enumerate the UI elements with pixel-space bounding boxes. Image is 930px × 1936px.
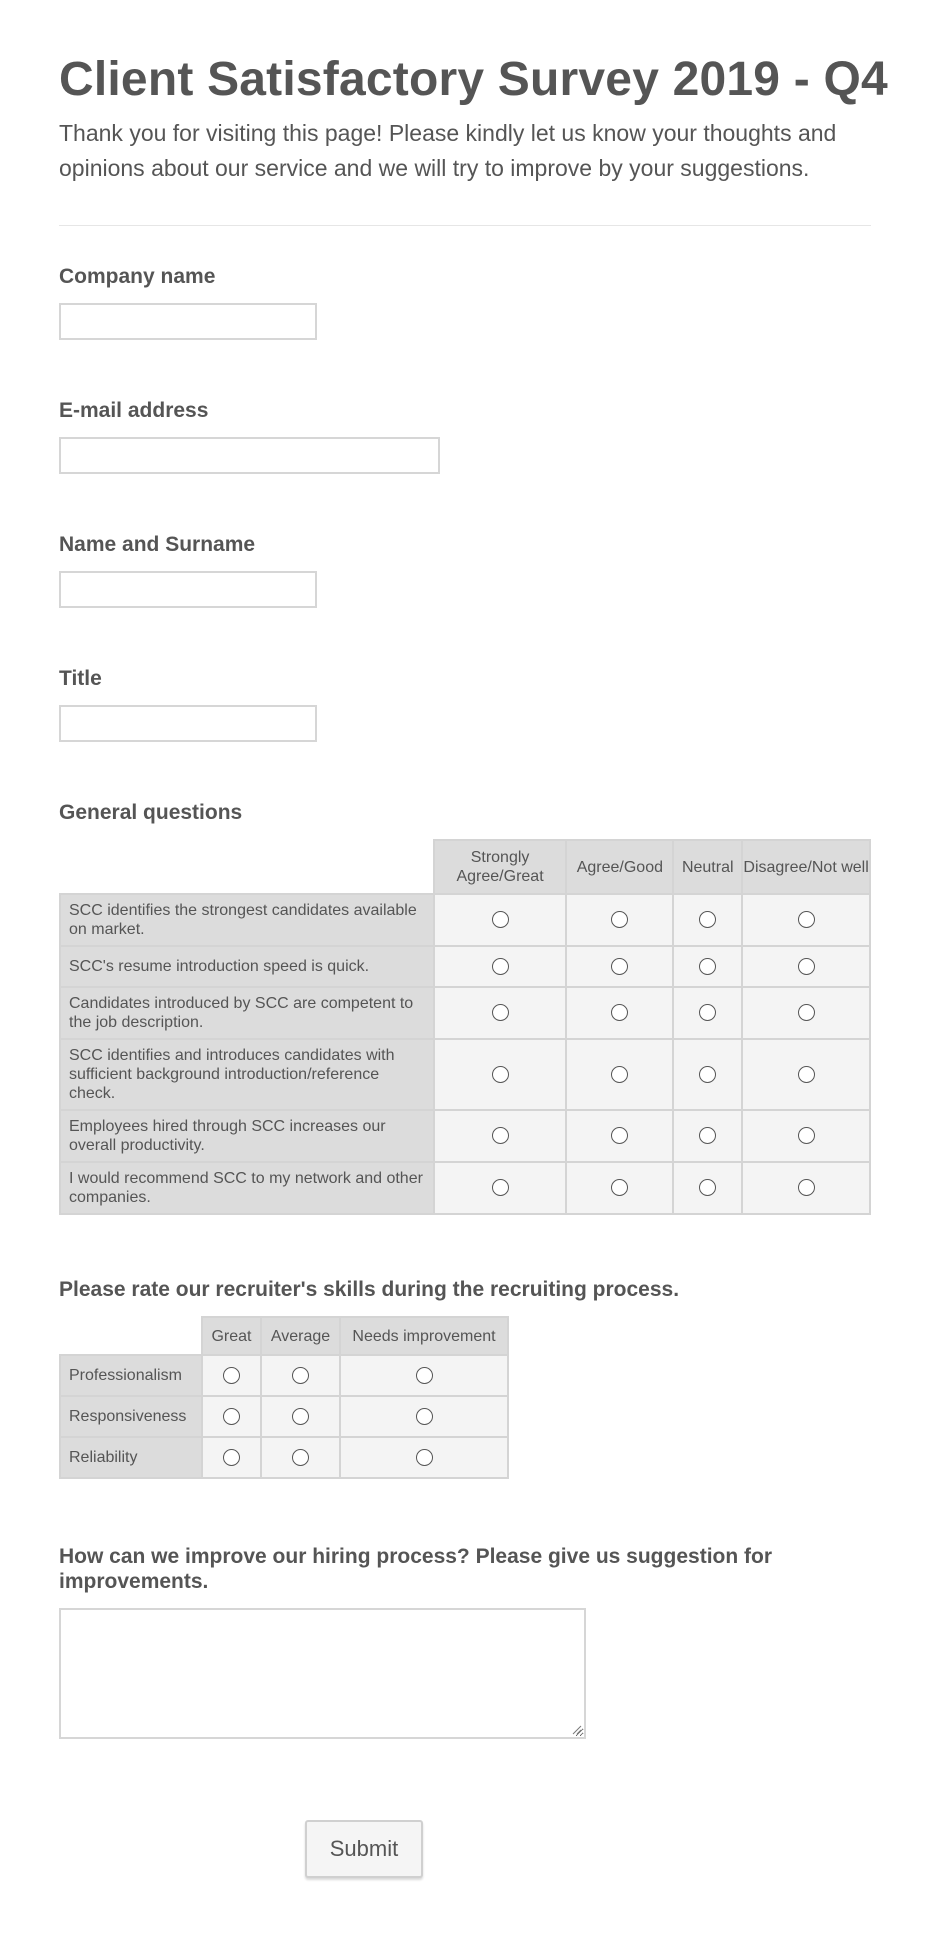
radio-button[interactable]	[699, 958, 716, 975]
radio-button[interactable]	[223, 1408, 240, 1425]
row-label-recommend: I would recommend SCC to my network and other companies.	[60, 1162, 434, 1214]
page-title: Client Satisfactory Survey 2019 - Q4	[59, 53, 888, 106]
radio-button[interactable]	[611, 958, 628, 975]
radio-button[interactable]	[492, 1127, 509, 1144]
column-great: Great	[202, 1317, 261, 1355]
column-strongly-agree: Strongly Agree/Great	[434, 840, 567, 894]
radio-button[interactable]	[798, 911, 815, 928]
table-row	[60, 1039, 870, 1110]
radio-button[interactable]	[798, 1179, 815, 1196]
table-row	[60, 1355, 508, 1396]
suggestions-textarea[interactable]	[59, 1608, 586, 1739]
radio-button[interactable]	[416, 1449, 433, 1466]
column-neutral: Neutral	[673, 840, 742, 894]
radio-button[interactable]	[611, 911, 628, 928]
general-questions-label: General questions	[59, 801, 243, 824]
radio-button[interactable]	[223, 1449, 240, 1466]
title-label: Title	[59, 667, 102, 690]
radio-button[interactable]	[798, 1127, 815, 1144]
radio-button[interactable]	[611, 1127, 628, 1144]
radio-button[interactable]	[492, 1004, 509, 1021]
general-questions-matrix	[59, 839, 871, 1215]
recruiter-skills-label: Please rate our recruiter's skills during the recruiting process.	[59, 1278, 680, 1301]
radio-button[interactable]	[292, 1408, 309, 1425]
radio-button[interactable]	[699, 1066, 716, 1083]
suggestions-label: How can we improve our hiring process? Please give us suggestion for improvements.	[59, 1545, 773, 1593]
radio-button[interactable]	[798, 1066, 815, 1083]
row-label-strongest-candidates: SCC identifies the strongest candidates available on market.	[60, 894, 434, 946]
row-label-reliability: Reliability	[60, 1437, 202, 1478]
radio-button[interactable]	[492, 1066, 509, 1083]
matrix-corner	[60, 1317, 202, 1355]
row-label-professionalism: Professionalism	[60, 1355, 202, 1396]
radio-button[interactable]	[699, 1127, 716, 1144]
table-row	[60, 1396, 508, 1437]
header-divider	[59, 225, 871, 226]
table-row	[60, 1437, 508, 1478]
radio-button[interactable]	[292, 1449, 309, 1466]
resize-grip-icon[interactable]	[572, 1725, 582, 1735]
table-row	[60, 946, 870, 987]
row-label-competent-candidates: Candidates introduced by SCC are competent to the job description.	[60, 987, 434, 1039]
company-name-input[interactable]	[59, 303, 317, 340]
radio-button[interactable]	[223, 1367, 240, 1384]
table-row	[60, 1110, 870, 1162]
submit-button[interactable]: Submit	[305, 1820, 423, 1878]
title-input[interactable]	[59, 705, 317, 742]
row-label-resume-speed: SCC's resume introduction speed is quick.	[60, 946, 434, 987]
radio-button[interactable]	[699, 1004, 716, 1021]
matrix-corner	[60, 840, 434, 894]
radio-button[interactable]	[699, 1179, 716, 1196]
radio-button[interactable]	[798, 958, 815, 975]
email-address-input[interactable]	[59, 437, 440, 474]
email-address-label: E-mail address	[59, 399, 209, 422]
column-agree: Agree/Good	[566, 840, 673, 894]
name-surname-label: Name and Surname	[59, 533, 256, 556]
radio-button[interactable]	[699, 911, 716, 928]
recruiter-skills-matrix	[59, 1316, 509, 1479]
row-label-background-check: SCC identifies and introduces candidates with sufficient background introduction/reference check.	[60, 1039, 434, 1110]
radio-button[interactable]	[416, 1367, 433, 1384]
page-subtitle: Thank you for visiting this page! Please kindly let us know your thoughts and opinions about our service and we will try to improve by your suggestions.	[59, 120, 837, 181]
name-surname-input[interactable]	[59, 571, 317, 608]
radio-button[interactable]	[611, 1004, 628, 1021]
row-label-responsiveness: Responsiveness	[60, 1396, 202, 1437]
radio-button[interactable]	[292, 1367, 309, 1384]
column-disagree: Disagree/Not well	[742, 840, 870, 894]
radio-button[interactable]	[611, 1066, 628, 1083]
table-row	[60, 1162, 870, 1214]
radio-button[interactable]	[416, 1408, 433, 1425]
company-name-label: Company name	[59, 265, 216, 288]
column-average: Average	[261, 1317, 340, 1355]
radio-button[interactable]	[492, 1179, 509, 1196]
radio-button[interactable]	[492, 911, 509, 928]
table-row	[60, 894, 870, 946]
row-label-productivity: Employees hired through SCC increases our overall productivity.	[60, 1110, 434, 1162]
table-row	[60, 987, 870, 1039]
radio-button[interactable]	[611, 1179, 628, 1196]
radio-button[interactable]	[798, 1004, 815, 1021]
radio-button[interactable]	[492, 958, 509, 975]
column-needs-improvement: Needs improvement	[340, 1317, 508, 1355]
